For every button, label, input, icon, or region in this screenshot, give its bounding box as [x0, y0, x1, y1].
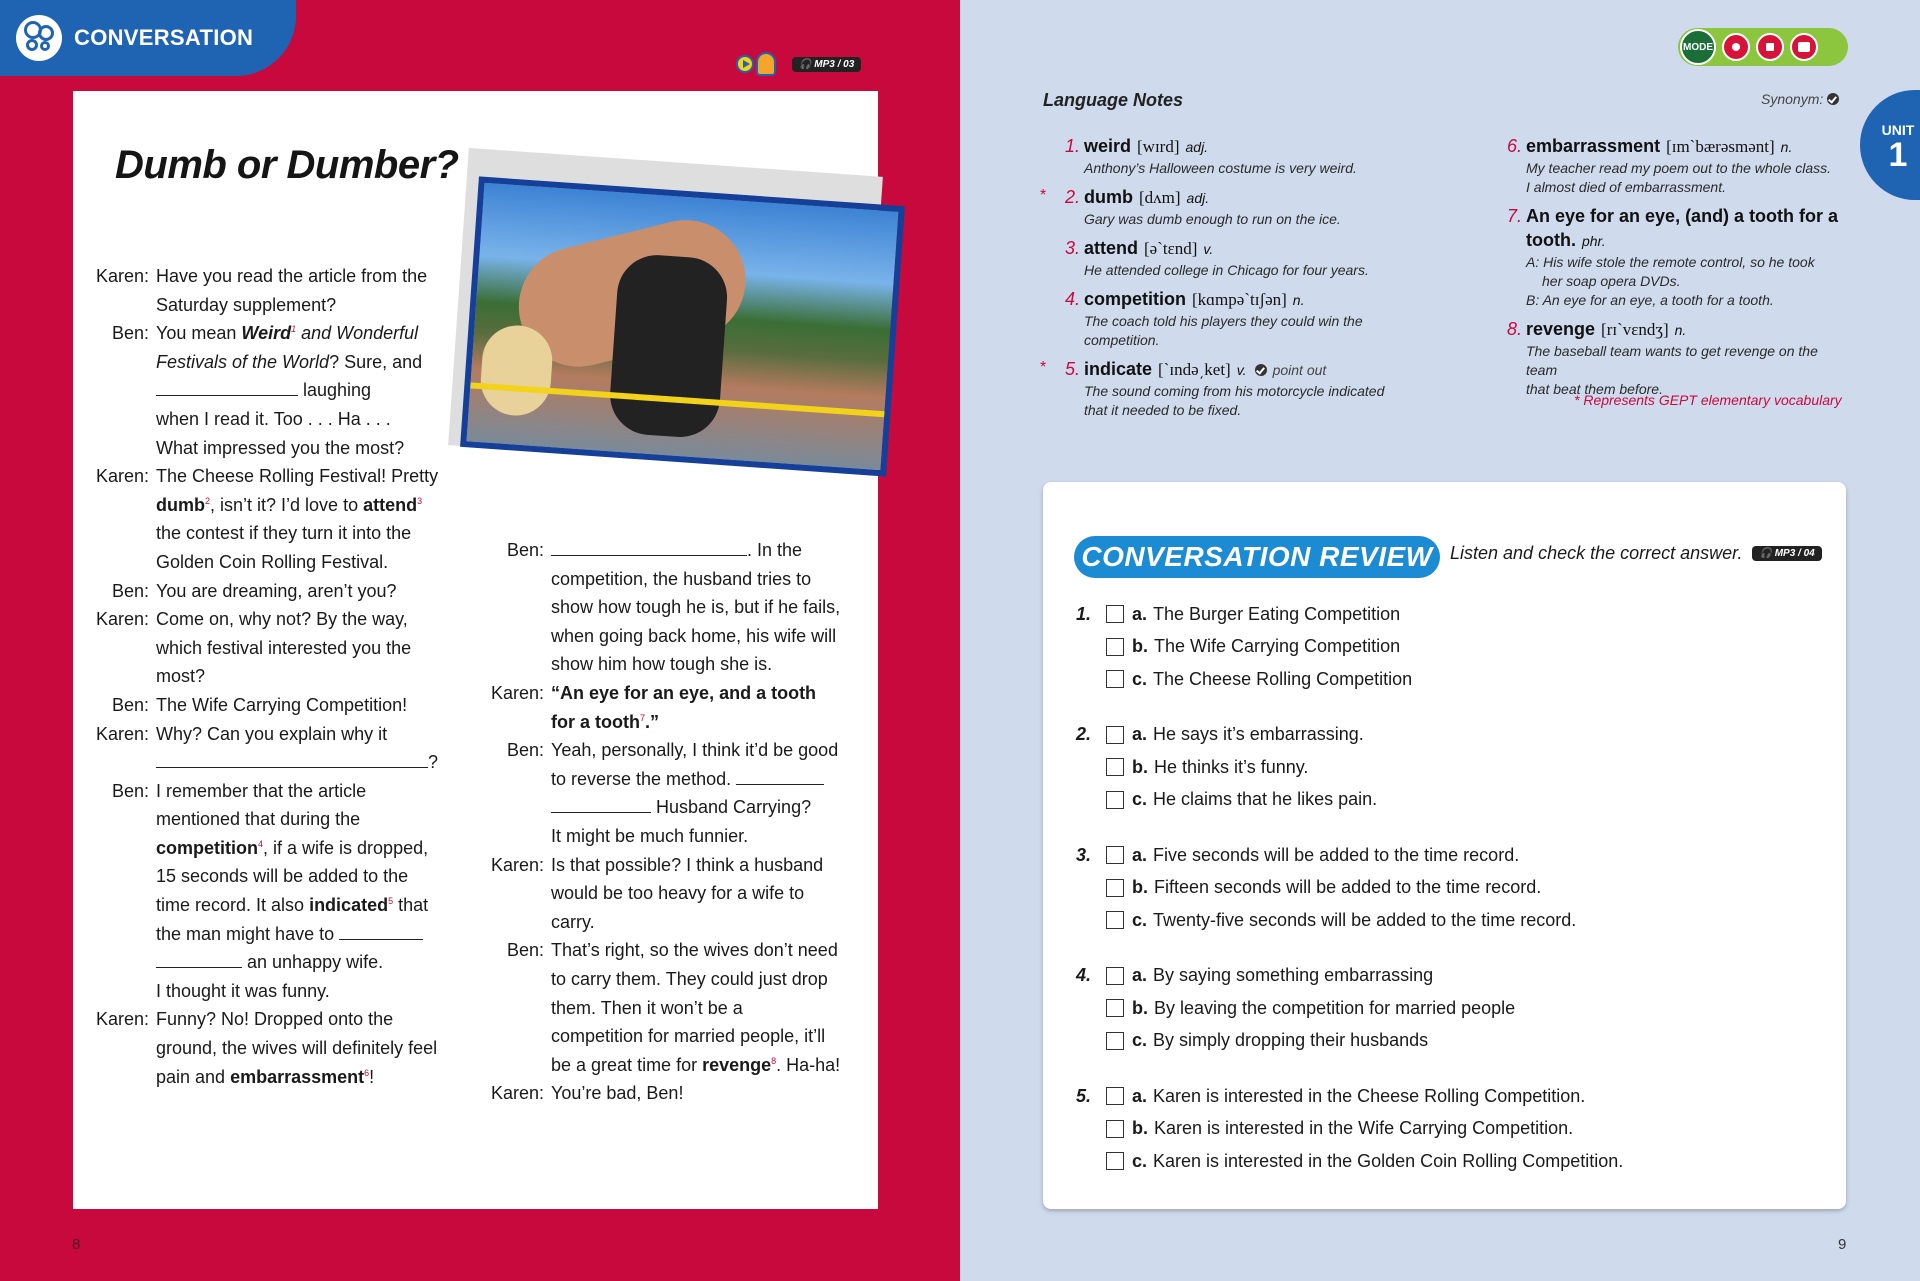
question-number: 1. [1076, 603, 1092, 624]
record-icon[interactable] [1722, 33, 1750, 61]
note-word: revenge [1526, 319, 1596, 339]
fill-blank[interactable] [339, 920, 423, 940]
answer-option[interactable] [1070, 1113, 1790, 1146]
option-text: By saying something embarrassing [1153, 965, 1434, 986]
option-letter: c. [1132, 1030, 1148, 1051]
note-example: Anthony’s Halloween costume is very weird. [1084, 160, 1357, 176]
note-word: competition [1084, 289, 1186, 309]
page-number: 8 [72, 1236, 81, 1253]
option-letter: c. [1132, 668, 1148, 689]
dialog-text: “An eye for an eye, and a tooth for a tooth$^7$.” [551, 682, 817, 732]
option-text: Karen is interested in the Cheese Rolling Competition. [1153, 1085, 1586, 1106]
note-example: A: His wife stole the remote control, so he took [1526, 254, 1815, 270]
dialog-line: Saturday supplement? [156, 294, 337, 315]
note-word: dumb [1084, 187, 1133, 207]
note-word: embarrassment [1526, 136, 1661, 156]
speaker-person-icon[interactable] [756, 52, 776, 76]
stop-icon[interactable] [1756, 33, 1784, 61]
answer-option[interactable] [1070, 751, 1790, 784]
option-text: Fifteen seconds will be added to the time record. [1154, 877, 1542, 898]
answer-checkbox[interactable] [1106, 967, 1124, 985]
dialog-text: I remember that the article mentioned that during the competition$^4$, if a wife is dropped, 15 seconds will be added to the time record. It also indicated$^5$ that the man might have to an unhappy wife. I thought it was funny. [156, 780, 429, 1001]
answer-option[interactable] [1070, 960, 1790, 993]
option-text: By simply dropping their husbands [1153, 1030, 1429, 1051]
option-text: The Cheese Rolling Competition [1153, 668, 1413, 689]
note-example: her soap opera DVDs. [1542, 273, 1681, 289]
option-letter: b. [1132, 877, 1148, 898]
speaker-name: Karen: [95, 723, 149, 744]
speaker-name: Ben: [111, 580, 149, 601]
vocab-competition: competition [156, 837, 258, 858]
language-notes-heading: Language Notes [1043, 90, 1184, 110]
note-example: He attended college in Chicago for four years. [1084, 262, 1369, 278]
mode-button[interactable]: MODE [1680, 29, 1716, 65]
vocab-note: 6. embarrassment [ɪmˋbærəsmənt] n. My teacher read my poem out to the whole class. I almost died of embarrassment. [1482, 134, 1852, 197]
review-question [1070, 719, 1790, 817]
question-number: 5. [1076, 1085, 1092, 1106]
speaker-name: Karen: [490, 1083, 544, 1104]
option-letter: c. [1132, 1150, 1148, 1171]
option-text: Five seconds will be added to the time record. [1153, 844, 1520, 865]
answer-option[interactable] [1070, 663, 1790, 696]
vocab-note: * 2. dumb [dʌm] adj. Gary was dumb enough to run on the ice. [1040, 185, 1430, 229]
dialog-column-1 [93, 262, 450, 1091]
answer-option[interactable] [1070, 631, 1790, 664]
option-text: By leaving the competition for married people [1154, 997, 1516, 1018]
vocab-embarrassment: embarrassment [230, 1066, 365, 1087]
fill-blank[interactable] [551, 536, 747, 556]
dialog-turn [93, 720, 450, 777]
wife-carrying-photo [460, 176, 905, 476]
dialog-turn [488, 536, 858, 679]
dialog-turn [93, 691, 450, 720]
article-title: Dumb or Dumber? [115, 143, 459, 187]
unit-number: 1 [1888, 136, 1908, 174]
answer-checkbox[interactable] [1106, 846, 1124, 864]
dialog-turn [488, 736, 858, 850]
language-notes-column-2 [1482, 134, 1852, 406]
dialog-turn [93, 577, 450, 606]
question-number: 2. [1076, 724, 1092, 745]
synonym-check-icon [1827, 93, 1839, 105]
synonym-legend: Synonym: [1761, 91, 1839, 107]
option-letter: b. [1132, 1118, 1148, 1139]
dialog-turn [488, 851, 858, 937]
dialog-turn [93, 262, 450, 319]
option-letter: a. [1132, 724, 1148, 745]
dialog-text: You’re bad, Ben! [551, 1083, 684, 1104]
option-text: He thinks it’s funny. [1154, 756, 1309, 777]
play-disc-icon[interactable] [736, 55, 754, 73]
speaker-name: Karen: [95, 466, 149, 487]
audio-controls [736, 52, 861, 76]
dialog-text: Is that possible? I think a husband would be too heavy for a wife to carry. [551, 854, 824, 932]
dialog-text: You are dreaming, aren’t you? [156, 580, 397, 601]
review-questions [1070, 598, 1790, 1201]
option-text: The Wife Carrying Competition [1154, 636, 1401, 657]
fill-blank[interactable] [156, 948, 242, 968]
fill-blank[interactable] [156, 748, 428, 768]
dialog-text: Come on, why not? By the way, which festival interested you the most? [156, 609, 412, 687]
dialog-text: You mean Weird$^1$ and Wonderful Festivals of the World? Sure, and laughing when I read it. Too . . . Ha . . . What impressed you the most? [156, 323, 423, 458]
option-text: He claims that he likes pain. [1153, 789, 1378, 810]
speaker-name: Ben: [506, 740, 544, 761]
dialog-text: Yeah, personally, I think it’d be good to reverse the method. Husband Carrying? It might be much funnier. [551, 740, 839, 846]
unit-label: UNIT [1881, 122, 1915, 138]
vocab-weird: Weird [241, 323, 292, 344]
fill-blank[interactable] [551, 793, 651, 813]
vocab-note: 4. competition [kɑmpəˋtɪʃən] n. The coach told his players they could win the competition. [1040, 287, 1430, 350]
speaker-name: Ben: [111, 780, 149, 801]
dialog-text: . In the competition, the husband tries to show how tough he is, but if he fails, when going back home, his wife will show him how tough she is. [551, 536, 858, 679]
mp3-badge[interactable]: 🎧 MP3 / 04 [1752, 546, 1821, 561]
fill-blank[interactable] [156, 376, 298, 396]
dialog-text: The Wife Carrying Competition! [156, 694, 408, 715]
vocab-dumb: dumb [156, 494, 205, 515]
speaker-name: Ben: [111, 694, 149, 715]
fill-blank[interactable] [736, 765, 824, 785]
answer-checkbox[interactable] [1106, 791, 1124, 809]
vocab-note: 1. weird [wɪrd] adj. Anthony’s Halloween costume is very weird. [1040, 134, 1430, 178]
gept-footnote: * Represents GEPT elementary vocabulary [1574, 392, 1842, 408]
speaker-name: Ben: [506, 940, 544, 961]
dialog-text: The Cheese Rolling Festival! Pretty dumb$^2$, isn’t it? I’d love to attend$^3$ the contest if they turn it into the Golden Coin Rolling Festival. [156, 466, 439, 572]
note-example: competition. [1084, 332, 1160, 348]
dialog-line: Have you read the article from the [156, 266, 428, 286]
speaker-name: Karen: [95, 266, 149, 286]
mp3-label: MP3 / 03 [814, 58, 855, 70]
answer-checkbox[interactable] [1106, 911, 1124, 929]
dialog-turn [93, 605, 450, 691]
note-example: The baseball team wants to get revenge on the team [1526, 343, 1818, 378]
note-word: indicate [1084, 359, 1153, 379]
option-letter: a. [1132, 844, 1148, 865]
answer-option[interactable] [1070, 719, 1790, 752]
dialog-turn [93, 462, 450, 576]
speaker-name: Karen: [490, 682, 544, 703]
answer-option[interactable] [1070, 872, 1790, 905]
note-example: Gary was dumb enough to run on the ice. [1084, 211, 1341, 227]
answer-option[interactable] [1070, 992, 1790, 1025]
answer-checkbox[interactable] [1106, 726, 1124, 744]
answer-option[interactable] [1070, 1025, 1790, 1058]
conversation-logo-icon [16, 15, 62, 61]
answer-checkbox[interactable] [1106, 670, 1124, 688]
answer-checkbox[interactable] [1106, 1087, 1124, 1105]
note-example: My teacher read my poem out to the whole class. [1526, 160, 1832, 176]
answer-checkbox[interactable] [1106, 999, 1124, 1017]
dialog-text: Why? Can you explain why it ? [156, 723, 439, 773]
mp3-label: MP3 / 04 [1774, 548, 1815, 559]
speaker-name: Karen: [95, 609, 149, 630]
mode-toolbar [1678, 28, 1848, 66]
mp3-badge[interactable]: 🎧 MP3 / 03 [792, 57, 861, 72]
note-word: weird [1084, 136, 1132, 156]
page-number: 9 [1838, 1236, 1847, 1253]
dialog-text [156, 262, 450, 319]
option-letter: a. [1132, 1085, 1148, 1106]
note-example: I almost died of embarrassment. [1526, 179, 1726, 195]
dialog-text: That’s right, so the wives don’t need to carry them. They could just drop them. Then it won’t be a competition for married people, it’ll be a great time for revenge$^8$. Ha-ha! [551, 940, 841, 1075]
vocab-attend: attend [363, 494, 418, 515]
dialog-turn [93, 319, 450, 462]
answer-option[interactable] [1070, 839, 1790, 872]
review-question [1070, 839, 1790, 937]
vocab-note: 3. attend [əˋtɛnd] v. He attended college in Chicago for four years. [1040, 236, 1430, 280]
synonym-check-icon [1255, 364, 1267, 376]
dialog-turn [93, 777, 450, 1006]
dialog-column-2 [488, 536, 858, 1108]
answer-option[interactable] [1070, 784, 1790, 817]
note-example: that beat them before. [1526, 381, 1663, 397]
answer-option[interactable] [1070, 598, 1790, 631]
option-letter: a. [1132, 965, 1148, 986]
question-number: 4. [1076, 965, 1092, 986]
option-text: Karen is interested in the Wife Carrying Competition. [1154, 1118, 1574, 1139]
review-question [1070, 1080, 1790, 1178]
answer-checkbox[interactable] [1106, 1120, 1124, 1138]
question-number: 3. [1076, 844, 1092, 865]
option-letter: a. [1132, 603, 1148, 624]
note-word: attend [1084, 238, 1138, 258]
section-tab [0, 0, 296, 76]
answer-checkbox[interactable] [1106, 758, 1124, 776]
answer-checkbox[interactable] [1106, 879, 1124, 897]
speaker-name: Karen: [95, 1009, 149, 1030]
option-letter: c. [1132, 789, 1148, 810]
review-instruction: Listen and check the correct answer. 🎧 MP3 / 04 [1450, 543, 1822, 564]
dialog-turn [93, 1005, 450, 1091]
review-question [1070, 960, 1790, 1058]
vocab-note: 8. revenge [rɪˋvɛndʒ] n. The baseball team wants to get revenge on the team that beat them before. [1482, 317, 1852, 399]
note-example: The sound coming from his motorcycle indicated [1084, 383, 1385, 399]
answer-option[interactable] [1070, 1080, 1790, 1113]
option-text: Karen is interested in the Golden Coin Rolling Competition. [1153, 1150, 1624, 1171]
dialog-turn [488, 1079, 858, 1108]
answer-checkbox[interactable] [1106, 1152, 1124, 1170]
note-example: The coach told his players they could win the [1084, 313, 1363, 329]
vocab-note: * 5. indicate [ˋɪndə͵ket] v. point out The sound coming from his motorcycle indicated that it needed to be fixed. [1040, 357, 1430, 420]
vocab-indicated: indicated [309, 895, 389, 916]
note-word: An eye for an eye, (and) a tooth for a [1526, 206, 1839, 226]
dialog-turn [488, 679, 858, 736]
dialog-turn [488, 936, 858, 1079]
option-text: Twenty-five seconds will be added to the time record. [1153, 909, 1577, 930]
option-letter: b. [1132, 997, 1148, 1018]
note-example: B: An eye for an eye, a tooth for a tooth. [1526, 292, 1774, 308]
vocab-note: 7. An eye for an eye, (and) a tooth for a tooth. phr. A: His wife stole the remote control, so he took her soap opera DVDs. B: An eye for an eye, a tooth for a tooth. [1482, 204, 1852, 310]
option-text: He says it’s embarrassing. [1153, 724, 1364, 745]
vocab-revenge: revenge [702, 1054, 772, 1075]
option-text: The Burger Eating Competition [1153, 603, 1401, 624]
review-question [1070, 598, 1790, 696]
conversation-review-title: CONVERSATION REVIEW [1074, 536, 1440, 578]
option-letter: b. [1132, 756, 1148, 777]
answer-checkbox[interactable] [1106, 605, 1124, 623]
answer-checkbox[interactable] [1106, 638, 1124, 656]
speaker-name: Ben: [111, 323, 149, 344]
option-letter: b. [1132, 636, 1148, 657]
answer-option[interactable] [1070, 904, 1790, 937]
speaker-name: Karen: [490, 854, 544, 875]
dialog-text: Funny? No! Dropped onto the ground, the wives will definitely feel pain and embarrassment$^6$! [156, 1009, 438, 1087]
section-tab-label: CONVERSATION [74, 25, 254, 50]
note-example: that it needed to be fixed. [1084, 402, 1242, 418]
answer-option[interactable] [1070, 1145, 1790, 1178]
option-letter: c. [1132, 909, 1148, 930]
answer-checkbox[interactable] [1106, 1032, 1124, 1050]
language-notes-column-1 [1040, 134, 1430, 427]
playback-icon[interactable] [1790, 33, 1818, 61]
speaker-name: Ben: [506, 540, 544, 560]
